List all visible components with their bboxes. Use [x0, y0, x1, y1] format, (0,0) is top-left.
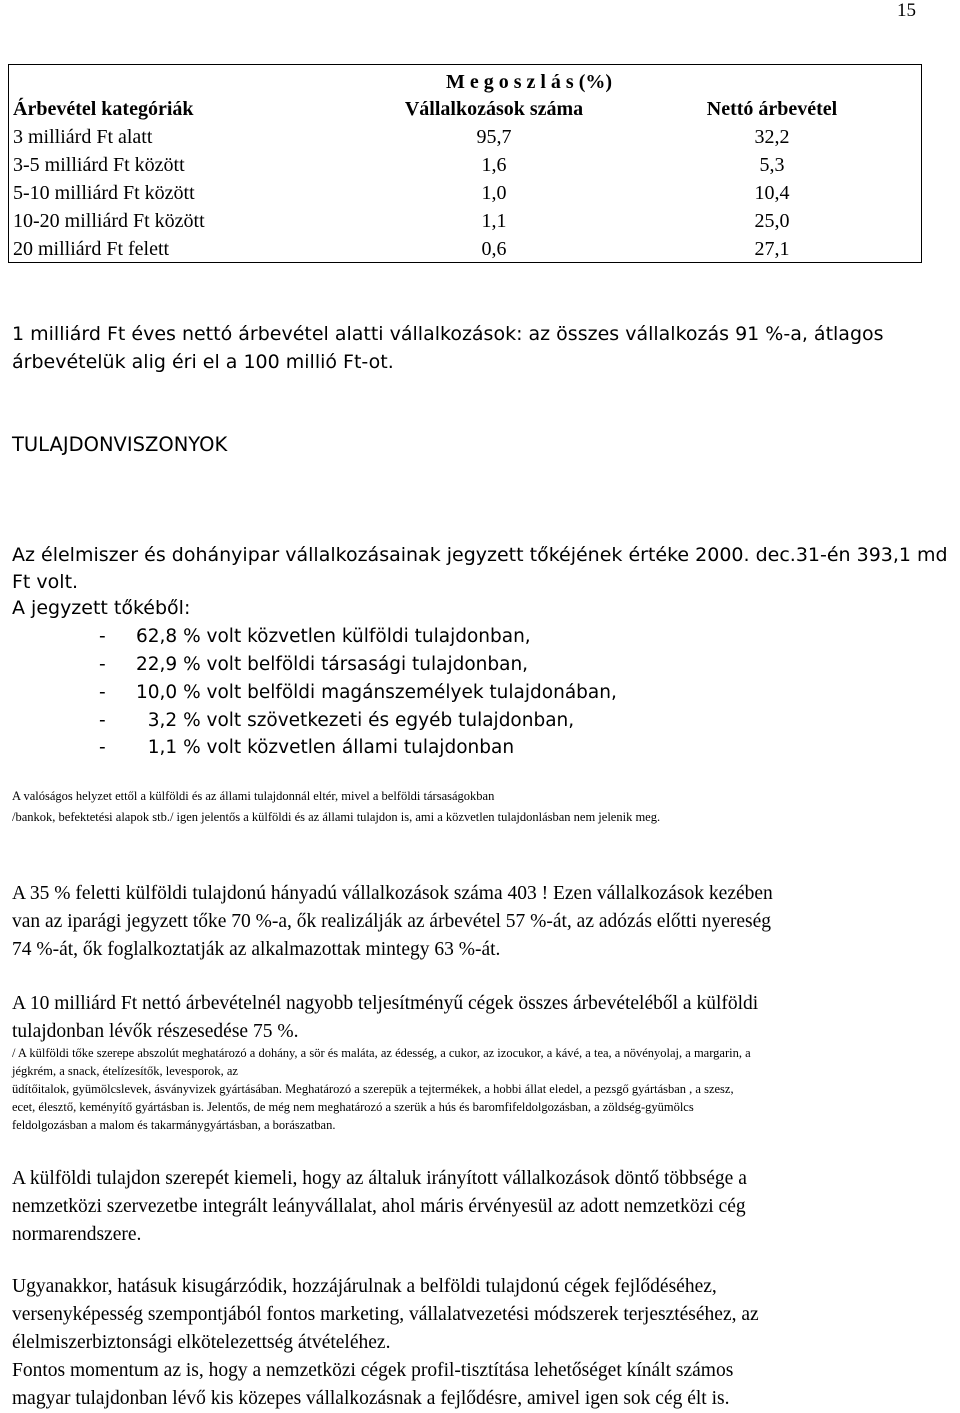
text-line: feldolgozásban a malom és takarmánygyártásban, a borászatban. — [12, 1118, 336, 1132]
text-line: magyar tulajdonban lévő kis közepes vállalkozásnak a fejlődésre, amivel igen sok cég élt is. — [12, 1388, 730, 1409]
text-line: üdítőitalok, gyümölcslevek, ásványvizek gyártásában. Meghatározó a szerepük a tejtermékek, a hobbi állat eledel, a pezsgő gyártásban , a szesz, — [12, 1082, 734, 1096]
text-line: ecet, élesztő, keményítő gyártásban is. Jelentős, de még nem meghatározó a szerük a hús és baromfifeldolgozásban, a zöldség-gyümölcs — [12, 1100, 694, 1114]
cell-category: 10-20 milliárd Ft között — [13, 210, 205, 232]
list-text: 3,2 % volt szövetkezeti és egyéb tulajdonban, — [136, 710, 575, 731]
text-line: van az iparági jegyzett tőke 70 %-a, ők realizálják az árbevétel 57 %-át, az adózás előtti nyereség — [12, 911, 772, 932]
page-number: 15 — [897, 0, 916, 21]
header-company-count: Vállalkozások száma — [404, 98, 584, 120]
list-dash: - — [99, 737, 106, 758]
text-line: jégkrém, a snack, ételízesítők, levesporok, az — [12, 1064, 238, 1078]
distribution-table — [8, 64, 922, 263]
cell-revenue-share: 32,2 — [754, 126, 790, 148]
cell-category: 3-5 milliárd Ft között — [13, 154, 185, 176]
list-text: 1,1 % volt közvetlen állami tulajdonban — [136, 737, 515, 758]
text-line: A valóságos helyzet ettől a külföldi és az állami tulajdonnál eltér, mivel a belföldi társaságokban — [12, 789, 495, 803]
cell-company-share: 1,1 — [481, 210, 507, 232]
section-heading-ownership: TULAJDONVISZONYOK — [12, 433, 228, 456]
list-dash: - — [99, 710, 106, 731]
list-text: 10,0 % volt belföldi magánszemélyek tulajdonában, — [136, 682, 617, 703]
paragraph-small-firms — [12, 320, 884, 376]
table-header-row — [9, 95, 921, 123]
table-title-row — [9, 68, 921, 96]
table-row — [9, 151, 921, 179]
paragraph-foreign-ownership-role — [12, 1165, 747, 1249]
list-text: 62,8 % volt közvetlen külföldi tulajdonban, — [136, 626, 531, 647]
text-line: / A külföldi tőke szerepe abszolút meghatározó a dohány, a sör és maláta, az édesség, a cukor, az izocukor, a kávé, a tea, a növényolaj, a margarin, a — [12, 1046, 751, 1060]
text-line: Az élelmiszer és dohányipar vállalkozásainak jegyzett tőkéjének értéke 2000. dec.31-én 393,1 md — [12, 544, 948, 566]
paragraph-registered-capital — [12, 541, 948, 621]
table-row — [9, 207, 921, 235]
cell-category: 3 milliárd Ft alatt — [13, 126, 153, 148]
cell-company-share: 1,0 — [481, 182, 507, 204]
list-text: 22,9 % volt belföldi társasági tulajdonban, — [136, 654, 529, 675]
table-row — [9, 179, 921, 207]
cell-category: 20 milliárd Ft felett — [13, 238, 170, 260]
text-line: /bankok, befektetési alapok stb./ igen jelentős a külföldi és az állami tulajdon is, ami a közvetlen tulajdonlásban nem jelenik meg. — [12, 810, 661, 824]
text-line: A 35 % feletti külföldi tulajdonú hányadú vállalkozások száma 403 ! Ezen vállalkozások kezében — [12, 883, 773, 904]
cell-company-share: 95,7 — [476, 126, 512, 148]
text-line: A külföldi tulajdon szerepét kiemeli, hogy az általuk irányított vállalkozások döntő többsége a — [12, 1168, 747, 1189]
note-real-situation — [12, 787, 660, 826]
cell-revenue-share: 27,1 — [754, 238, 790, 260]
list-dash: - — [99, 682, 106, 703]
cell-revenue-share: 10,4 — [754, 182, 790, 204]
note-foreign-capital-role — [12, 1044, 751, 1134]
text-line: versenyképesség szempontjából fontos marketing, vállalatvezetési módszerek terjesztéséhez, az — [12, 1304, 759, 1325]
cell-category: 5-10 milliárd Ft között — [13, 182, 195, 204]
cell-company-share: 1,6 — [481, 154, 507, 176]
text-line: Ft volt. — [12, 571, 79, 593]
text-line: nemzetközi szervezetbe integrált leányvállalat, ahol máris érvényesül az adott nemzetközi cég — [12, 1196, 746, 1217]
text-line: Ugyanakkor, hatásuk kisugárzódik, hozzájárulnak a belföldi tulajdonú cégek fejlődéséhez, — [12, 1276, 717, 1297]
cell-revenue-share: 5,3 — [759, 154, 785, 176]
text-line: 74 %-át, ők foglalkoztatják az alkalmazottak mintegy 63 %-át. — [12, 939, 501, 960]
list-dash: - — [99, 626, 106, 647]
paragraph-spillover-effects — [12, 1273, 759, 1413]
list-dash: - — [99, 654, 106, 675]
text-line: élelmiszerbiztonsági elkötelezettség átvételéhez. — [12, 1332, 391, 1353]
text-line: A 10 milliárd Ft nettó árbevételnél nagyobb teljesítményű cégek összes árbevételéből a külföldi — [12, 993, 759, 1014]
text-line: Fontos momentum az is, hogy a nemzetközi cégek profil-tisztítása lehetőséget kínált számos — [12, 1360, 734, 1381]
text-line: 1 milliárd Ft éves nettó árbevétel alatti vállalkozások: az összes vállalkozás 91 %-a, átlagos — [12, 323, 884, 345]
paragraph-35-percent — [12, 880, 773, 964]
text-line: árbevételük alig éri el a 100 millió Ft-ot. — [12, 351, 394, 373]
header-net-revenue: Nettó árbevétel — [706, 98, 838, 120]
cell-revenue-share: 25,0 — [754, 210, 790, 232]
table-row — [9, 235, 921, 263]
table-row — [9, 123, 921, 151]
text-line: A jegyzett tőkéből: — [12, 597, 191, 619]
header-revenue-category: Árbevétel kategóriák — [13, 98, 194, 120]
cell-company-share: 0,6 — [481, 238, 507, 260]
text-line: normarendszere. — [12, 1224, 142, 1245]
table-title: M e g o s z l á s (%) — [445, 71, 613, 93]
text-line: tulajdonban lévők részesedése 75 %. — [12, 1021, 299, 1042]
paragraph-10-billion — [12, 990, 758, 1046]
